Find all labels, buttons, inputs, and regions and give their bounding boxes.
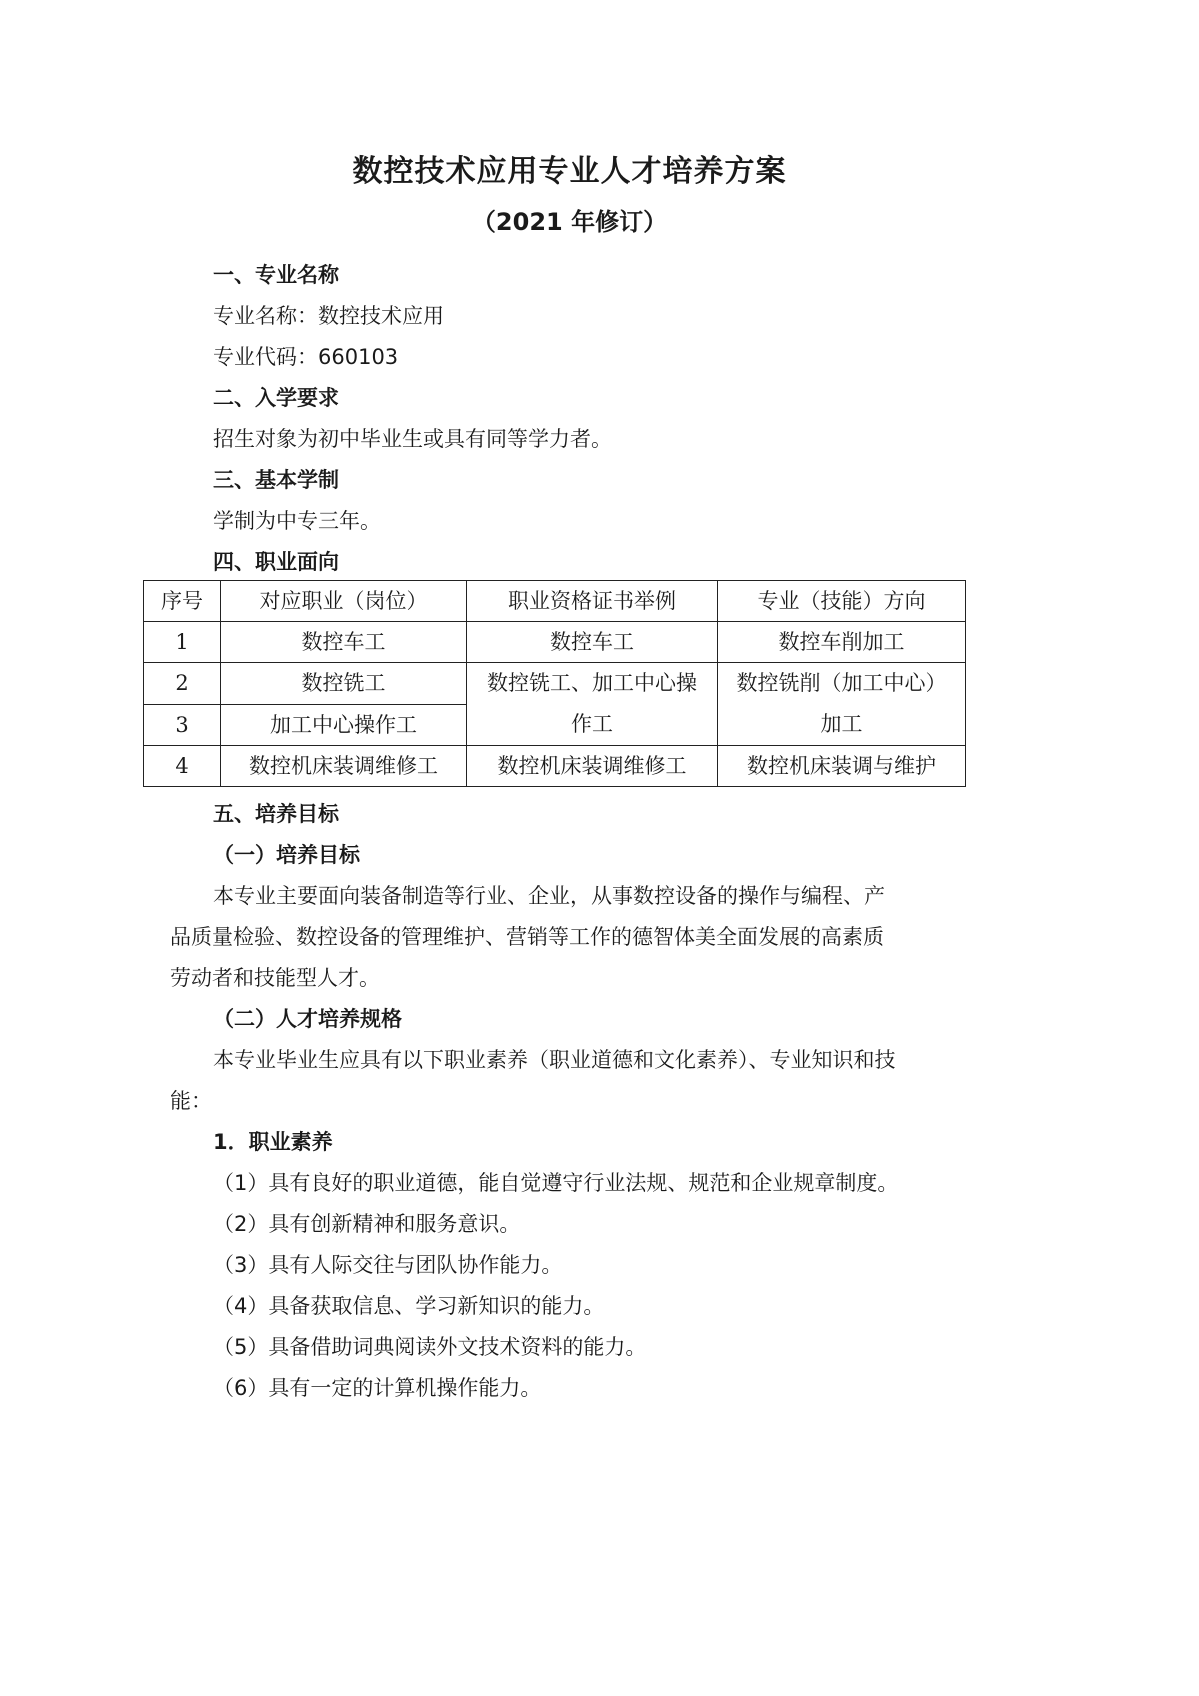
section-heading-objectives: 五、培养目标 bbox=[213, 802, 339, 826]
table-cell-job: 数控机床装调维修工 bbox=[221, 746, 467, 787]
table-cell-cert-merged bbox=[467, 663, 718, 746]
list-item: （5）具备借助词典阅读外文技术资料的能力。 bbox=[213, 1335, 647, 1359]
table-row bbox=[144, 622, 966, 663]
document-title: 数控技术应用专业人才培养方案 bbox=[352, 154, 787, 189]
section-heading-career: 四、职业面向 bbox=[213, 550, 339, 574]
table-cell-cert: 数控车工 bbox=[467, 622, 718, 663]
major-name-line: 专业名称：数控技术应用 bbox=[213, 304, 444, 328]
merged-direction-line: 加工 bbox=[820, 712, 863, 736]
table-row bbox=[144, 663, 966, 705]
paragraph-line: 劳动者和技能型人才。 bbox=[170, 966, 380, 990]
table-cell-direction: 数控机床装调与维护 bbox=[718, 746, 966, 787]
paragraph-line: 能： bbox=[170, 1089, 212, 1113]
career-table bbox=[143, 580, 966, 787]
table-header-row bbox=[144, 581, 966, 622]
table-cell-direction: 数控车削加工 bbox=[718, 622, 966, 663]
table-cell-job: 加工中心操作工 bbox=[221, 704, 467, 746]
merged-cert-line: 数控铣工、加工中心操 bbox=[487, 671, 697, 695]
list-item: （6）具有一定的计算机操作能力。 bbox=[213, 1376, 542, 1400]
table-cell-job: 数控车工 bbox=[221, 622, 467, 663]
subsection-heading-objectives: （一）培养目标 bbox=[213, 843, 360, 867]
table-cell-no: 3 bbox=[144, 704, 221, 746]
list-item: （2）具有创新精神和服务意识。 bbox=[213, 1212, 521, 1236]
table-cell-job: 数控铣工 bbox=[221, 663, 467, 705]
paragraph-line: 本专业毕业生应具有以下职业素养（职业道德和文化素养）、专业知识和技 bbox=[213, 1048, 896, 1072]
document-subtitle: （2021 年修订） bbox=[471, 208, 668, 236]
section-heading-duration: 三、基本学制 bbox=[213, 468, 339, 492]
section-heading-major-name: 一、专业名称 bbox=[213, 263, 339, 287]
table-cell-no: 4 bbox=[144, 746, 221, 787]
admission-text: 招生对象为初中毕业生或具有同等学力者。 bbox=[213, 427, 612, 451]
table-row bbox=[144, 746, 966, 787]
table-cell-direction-merged bbox=[718, 663, 966, 746]
list-item: （1）具有良好的职业道德，能自觉遵守行业法规、规范和企业规章制度。 bbox=[213, 1171, 899, 1195]
item-heading-professional-quality: 1．职业素养 bbox=[213, 1130, 333, 1154]
table-header-cell: 对应职业（岗位） bbox=[221, 581, 467, 622]
table-header-cell: 序号 bbox=[144, 581, 221, 622]
table-cell-cert: 数控机床装调维修工 bbox=[467, 746, 718, 787]
section-heading-admission: 二、入学要求 bbox=[213, 386, 339, 410]
table-header-cell: 职业资格证书举例 bbox=[467, 581, 718, 622]
paragraph-line: 品质量检验、数控设备的管理维护、营销等工作的德智体美全面发展的高素质 bbox=[170, 925, 884, 949]
merged-direction-line: 数控铣削（加工中心） bbox=[736, 671, 947, 695]
table-cell-no: 2 bbox=[144, 663, 221, 705]
major-code-line: 专业代码：660103 bbox=[213, 345, 399, 369]
subsection-heading-specifications: （二）人才培养规格 bbox=[213, 1007, 402, 1031]
paragraph-line: 本专业主要面向装备制造等行业、企业，从事数控设备的操作与编程、产 bbox=[213, 884, 885, 908]
table-header-cell: 专业（技能）方向 bbox=[718, 581, 966, 622]
duration-text: 学制为中专三年。 bbox=[213, 509, 381, 533]
list-item: （4）具备获取信息、学习新知识的能力。 bbox=[213, 1294, 605, 1318]
list-item: （3）具有人际交往与团队协作能力。 bbox=[213, 1253, 563, 1277]
merged-cert-line: 作工 bbox=[571, 712, 613, 736]
table-cell-no: 1 bbox=[144, 622, 221, 663]
